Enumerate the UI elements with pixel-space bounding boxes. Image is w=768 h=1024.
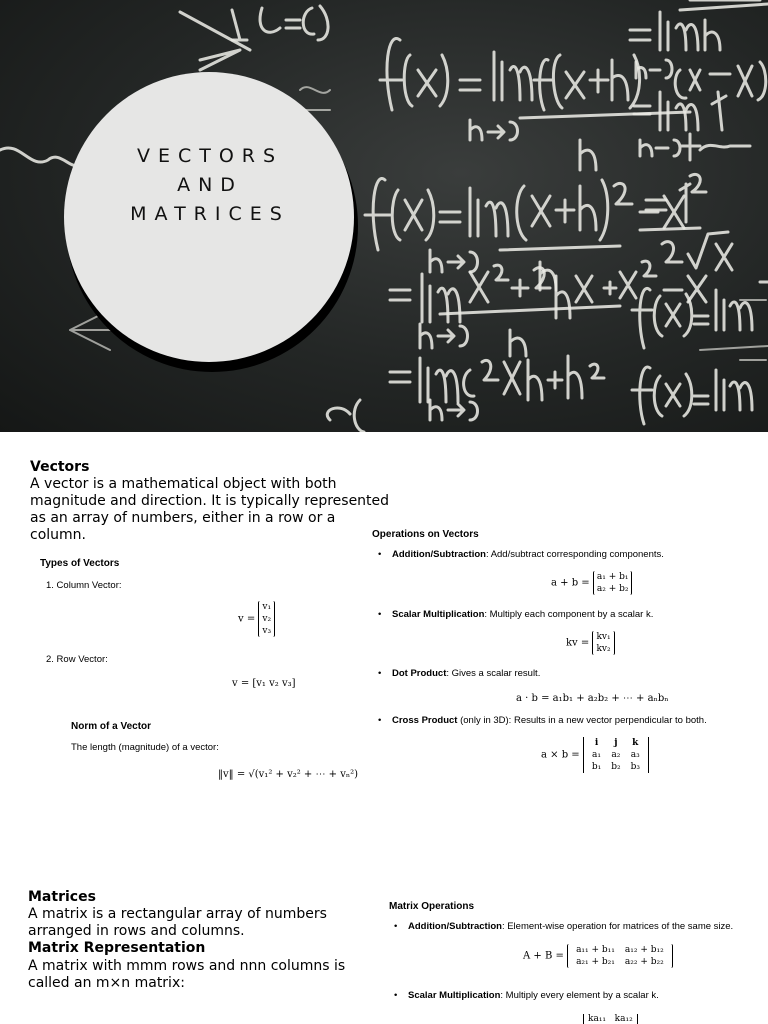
- matrix-representation-heading: Matrix Representation: [28, 940, 206, 956]
- page-title: [90, 142, 330, 229]
- matrix-operation-item-scalar: • Scalar Multiplication: Multiply every element by a scalar k.: [408, 990, 659, 1001]
- matrix-operation-item-addition: • Addition/Subtraction: Element-wise operation for matrices of the same size.: [408, 921, 733, 932]
- title-line: MATRICES: [130, 203, 290, 225]
- column-vector-formula: v = v₁ v₂ v₃: [238, 601, 275, 637]
- operation-item-addition: • Addition/Subtraction: Add/subtract corresponding components.: [392, 549, 664, 560]
- column-vector-matrix: v₁ v₂ v₃: [258, 601, 275, 637]
- vector-addition-matrix: a₁ + b₁ a₂ + b₂: [593, 571, 633, 595]
- column-vector-label: 1. Column Vector:: [46, 580, 122, 591]
- vectors-intro: [30, 476, 410, 544]
- matrix-representation-text: A matrix with mmm rows and nnn columns is called an m×n matrix:: [28, 958, 346, 991]
- intro-line: magnitude and direction. It is typically represented: [30, 493, 390, 509]
- operation-item-scalar: • Scalar Multiplication: Multiply each component by a scalar k.: [392, 609, 653, 620]
- norm-text: The length (magnitude) of a vector:: [71, 742, 219, 753]
- vector-scalar-matrix: kv₁ kv₂: [592, 631, 614, 655]
- types-of-vectors-heading: Types of Vectors: [40, 558, 120, 569]
- matrix-addition-formula: A + B = a₁₁ + b₁₁ a₁₂ + b₁₂ a₂₁ + b₂₁ a₂₂ + b₂₂: [523, 944, 673, 968]
- dot-product-formula: a · b = a₁b₁ + a₂b₂ + ⋯ + aₙbₙ: [516, 693, 669, 704]
- vector-addition-formula: a + b = a₁ + b₁ a₂ + b₂: [551, 571, 632, 595]
- row-vector-label: 2. Row Vector:: [46, 654, 108, 665]
- matrix-scalar-formula-partial: ka₁₁ ka₁₂: [583, 1014, 638, 1024]
- cross-product-determinant: i j k a₁ a₂ a₃ b₁ b₂ b₃: [583, 737, 649, 773]
- row-vector-formula: v = [v₁ v₂ v₃]: [232, 678, 296, 689]
- vectors-heading: Vectors: [30, 459, 90, 475]
- norm-heading: Norm of a Vector: [71, 721, 152, 732]
- norm-formula: ‖v‖ = √(v₁² + v₂² + ⋯ + vₙ²): [218, 769, 359, 780]
- cross-product-formula: a × b = i j k a₁ a₂ a₃ b₁ b₂ b₃: [541, 737, 649, 773]
- intro-line: A vector is a mathematical object with both: [30, 476, 337, 492]
- operation-item-cross: • Cross Product (only in 3D): Results in a new vector perpendicular to both.: [392, 715, 707, 726]
- vector-scalar-formula: kv = kv₁ kv₂: [566, 631, 615, 655]
- title-line: AND: [177, 174, 243, 196]
- matrix-operations-heading: Matrix Operations: [389, 901, 475, 912]
- intro-line: as an array of numbers, either in a row or a: [30, 510, 336, 526]
- operation-item-dot: • Dot Product: Gives a scalar result.: [392, 668, 540, 679]
- matrix-addition-matrix: a₁₁ + b₁₁ a₁₂ + b₁₂ a₂₁ + b₂₁ a₂₂ + b₂₂: [567, 944, 673, 968]
- matrices-intro: A matrix is a rectangular array of numbers arranged in rows and columns.: [28, 906, 327, 939]
- intro-line: column.: [30, 527, 86, 543]
- hero-banner: [0, 0, 768, 432]
- operations-on-vectors-heading: Operations on Vectors: [372, 529, 479, 540]
- matrices-heading: Matrices: [28, 889, 96, 905]
- title-line: VECTORS: [136, 145, 284, 167]
